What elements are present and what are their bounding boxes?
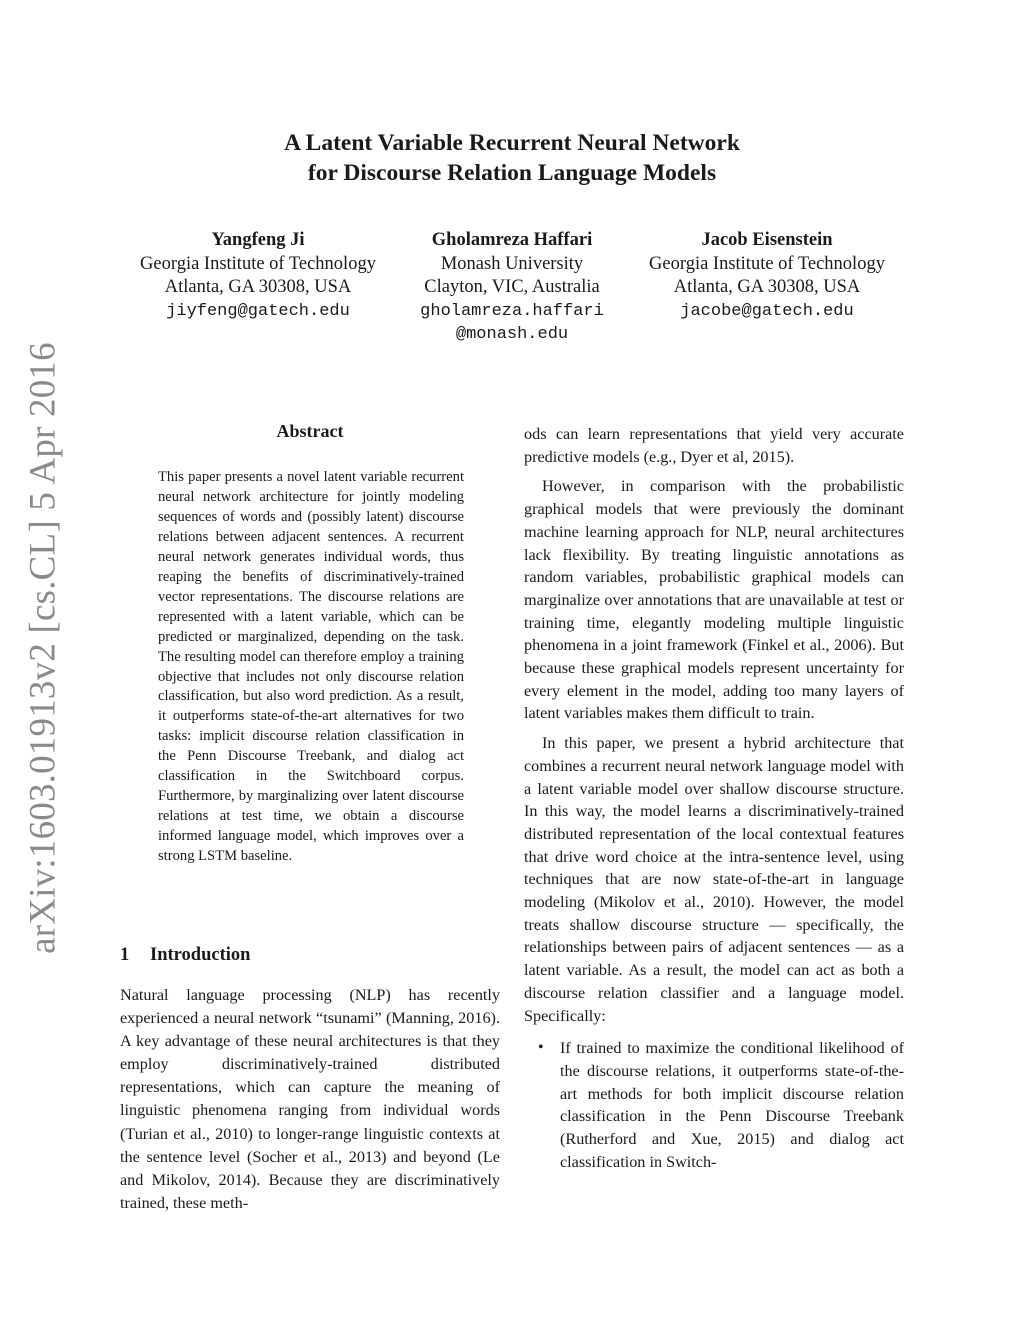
title-line-1: A Latent Variable Recurrent Neural Network: [284, 130, 740, 156]
section-number: 1: [120, 945, 130, 965]
section-title: Introduction: [150, 945, 251, 965]
author-block-3: [617, 229, 917, 323]
contribution-list: [524, 1037, 904, 1173]
section-heading-introduction: [120, 945, 250, 966]
author-address: Clayton, VIC, Australia: [424, 277, 600, 297]
introduction-paragraph: Natural language processing (NLP) has recently experienced a neural network “tsunami” (Manning, 2016). A key advantage of these neural architectures is that they employ discriminatively-trained distributed representations, which can capture the meaning of linguistic phenomena ranging from individual words (Turian et al., 2010) to longer-range linguistic contexts at the sentence level (Socher et al., 2013) and beyond (Le and Mikolov, 2014). Because they are discriminatively trained, these meth-: [120, 986, 500, 1212]
author-address: Atlanta, GA 30308, USA: [673, 277, 861, 297]
arxiv-identifier-stamp: arXiv:1603.01913v2 [cs.CL] 5 Apr 2016: [22, 342, 64, 954]
list-item-text: If trained to maximize the conditional likelihood of the discourse relations, it outperforms state-of-the-art methods for both implicit discourse relation classification in the Penn Discourse Treebank (Rutherford and Xue, 2015) and dialog act classification in Switch-: [560, 1039, 904, 1171]
author-name: Jacob Eisenstein: [701, 230, 833, 250]
right-column: [524, 423, 904, 1174]
author-name: Yangfeng Ji: [211, 230, 305, 250]
author-name: Gholamreza Haffari: [431, 230, 593, 250]
list-item: [538, 1037, 904, 1173]
abstract-text: This paper presents a novel latent variable recurrent neural network architecture for jointly modeling sequences of words and (possibly latent) discourse relations between adjacent sentences. A recurrent neural network generates individual words, thus reaping the benefits of discriminatively-trained vector representations. The discourse relations are represented with a latent variable, which can be predicted or marginalized, depending on the task. The resulting model can therefore employ a training objective that includes not only discourse relation classification, but also word prediction. As a result, it outperforms state-of-the-art alternatives for two tasks: implicit discourse relation classification in the Penn Discourse Treebank, and dialog act classification in the Switchboard corpus. Furthermore, by marginalizing over latent discourse relations at test time, we obtain a discourse informed language model, which improves over a strong LSTM baseline.: [158, 469, 464, 865]
author-email: jacobe@gatech.edu: [680, 301, 854, 321]
paper-title: [0, 128, 1024, 188]
abstract-heading: Abstract: [276, 421, 344, 441]
author-email-continued: @monash.edu: [455, 325, 569, 344]
bullet-icon: •: [538, 1039, 544, 1057]
author-affiliation: Monash University: [440, 253, 584, 274]
body-paragraph: In this paper, we present a hybrid architecture that combines a recurrent neural network language model with a latent variable model over shallow discourse structure. In this way, the model learns a discriminatively-trained distributed representation of the local contextual features that drive word choice at the intra-sentence level, using techniques that are now state-of-the-art in language modeling (Mikolov et al., 2010). However, the model treats shallow discourse structure — specifically, the relationships between pairs of adjacent sentences — as a latent variable. As a result, the model can act as both a discourse relation classifier and a language model. Specifically:: [524, 734, 904, 1025]
body-paragraph: However, in comparison with the probabilistic graphical models that were previously the dominant machine learning approach for NLP, neural architectures lack flexibility. By treating linguistic annotations as random variables, probabilistic graphical models can marginalize over annotations that are unavailable at test or training time, elegantly modeling multiple linguistic phenomena in a joint framework (Finkel et al., 2006). But because these graphical models represent uncertainty for every element in the model, adding too many layers of latent variables makes them difficult to train.: [524, 477, 904, 723]
body-paragraph-continuation: ods can learn representations that yield very accurate predictive models (e.g., Dyer et al, 2015).: [524, 425, 904, 466]
author-email: gholamreza.haffari: [420, 301, 604, 321]
author-affiliation: Georgia Institute of Technology: [649, 253, 885, 274]
author-affiliation: Georgia Institute of Technology: [140, 253, 376, 274]
author-address: Atlanta, GA 30308, USA: [164, 277, 352, 297]
author-email: jiyfeng@gatech.edu: [166, 301, 350, 321]
title-line-2: for Discourse Relation Language Models: [307, 160, 717, 186]
